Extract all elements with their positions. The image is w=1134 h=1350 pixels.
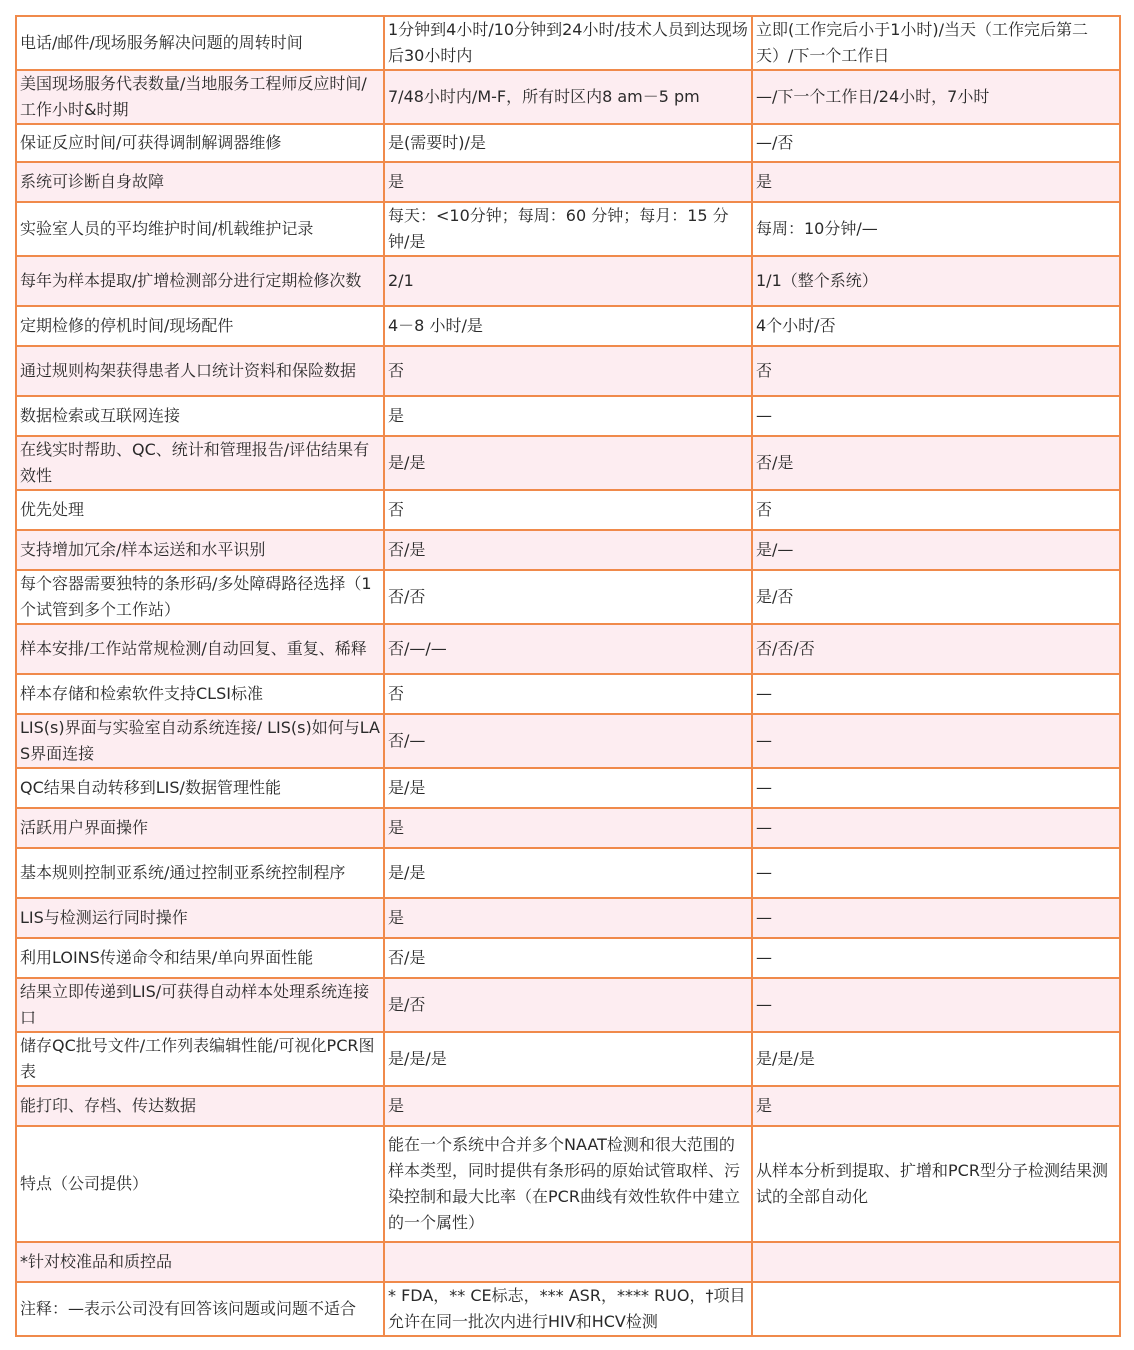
- row-label-cell: LIS与检测运行同时操作: [16, 898, 384, 938]
- table-row: [16, 1086, 1120, 1126]
- row-value-cell-1: 否/是: [384, 530, 752, 570]
- row-value-cell-1: 否/是: [384, 938, 752, 978]
- table-row: [16, 768, 1120, 808]
- row-label-cell: 注释：—表示公司没有回答该问题或问题不适合: [16, 1282, 384, 1336]
- row-label-cell: 样本安排/工作站常规检测/自动回复、重复、稀释: [16, 624, 384, 674]
- table-row: [16, 808, 1120, 848]
- row-value-cell-2: [752, 1242, 1120, 1282]
- row-value-cell-1: 是/是: [384, 768, 752, 808]
- table-row: [16, 1242, 1120, 1282]
- row-value-cell-2: —: [752, 768, 1120, 808]
- row-value-cell-2: —/否: [752, 124, 1120, 162]
- row-label-cell: LIS(s)界面与实验室自动系统连接/ LIS(s)如何与LAS界面连接: [16, 714, 384, 768]
- row-label-cell: 保证反应时间/可获得调制解调器维修: [16, 124, 384, 162]
- table-row: [16, 124, 1120, 162]
- row-label-cell: 利用LOINS传递命令和结果/单向界面性能: [16, 938, 384, 978]
- row-label-cell: 样本存储和检索软件支持CLSI标准: [16, 674, 384, 714]
- table-row: [16, 978, 1120, 1032]
- row-value-cell-2: 否/是: [752, 436, 1120, 490]
- row-value-cell-2: 1/1（整个系统）: [752, 256, 1120, 306]
- row-value-cell-2: —: [752, 898, 1120, 938]
- table-row: [16, 16, 1120, 70]
- row-value-cell-1: * FDA，** CE标志，*** ASR，**** RUO，†项目允许在同一批次内进行HIV和HCV检测: [384, 1282, 752, 1336]
- table-row: [16, 202, 1120, 256]
- row-value-cell-1: 是: [384, 396, 752, 436]
- row-value-cell-2: 是: [752, 162, 1120, 202]
- table-row: [16, 256, 1120, 306]
- row-value-cell-2: 4个小时/否: [752, 306, 1120, 346]
- row-value-cell-2: —/下一个工作日/24小时，7小时: [752, 70, 1120, 124]
- row-value-cell-1: 是: [384, 898, 752, 938]
- row-value-cell-1: 是(需要时)/是: [384, 124, 752, 162]
- row-value-cell-2: —: [752, 848, 1120, 898]
- row-label-cell: 每年为样本提取/扩增检测部分进行定期检修次数: [16, 256, 384, 306]
- table-row: [16, 1126, 1120, 1242]
- row-label-cell: 优先处理: [16, 490, 384, 530]
- row-value-cell-1: 否/—: [384, 714, 752, 768]
- table-row: [16, 848, 1120, 898]
- comparison-table: [15, 15, 1121, 1337]
- row-value-cell-2: —: [752, 714, 1120, 768]
- row-value-cell-2: 否: [752, 346, 1120, 396]
- row-label-cell: 系统可诊断自身故障: [16, 162, 384, 202]
- row-value-cell-1: 是: [384, 1086, 752, 1126]
- row-value-cell-2: 是/否: [752, 570, 1120, 624]
- row-value-cell-1: 是/否: [384, 978, 752, 1032]
- row-label-cell: 特点（公司提供）: [16, 1126, 384, 1242]
- row-value-cell-1: 否/否: [384, 570, 752, 624]
- table-row: [16, 346, 1120, 396]
- row-value-cell-2: —: [752, 938, 1120, 978]
- row-value-cell-2: —: [752, 674, 1120, 714]
- table-row: [16, 306, 1120, 346]
- row-label-cell: 能打印、存档、传达数据: [16, 1086, 384, 1126]
- row-label-cell: 数据检索或互联网连接: [16, 396, 384, 436]
- table-row: [16, 1032, 1120, 1086]
- row-value-cell-2: —: [752, 978, 1120, 1032]
- table-row: [16, 436, 1120, 490]
- table-row: [16, 674, 1120, 714]
- table-row: [16, 1282, 1120, 1336]
- row-label-cell: 电话/邮件/现场服务解决问题的周转时间: [16, 16, 384, 70]
- table-row: [16, 898, 1120, 938]
- row-label-cell: *针对校准品和质控品: [16, 1242, 384, 1282]
- row-value-cell-1: [384, 1242, 752, 1282]
- row-label-cell: 基本规则控制亚系统/通过控制亚系统控制程序: [16, 848, 384, 898]
- row-label-cell: 结果立即传递到LIS/可获得自动样本处理系统连接口: [16, 978, 384, 1032]
- row-label-cell: 活跃用户界面操作: [16, 808, 384, 848]
- row-value-cell-2: —: [752, 808, 1120, 848]
- row-value-cell-1: 是: [384, 162, 752, 202]
- row-label-cell: 在线实时帮助、QC、统计和管理报告/评估结果有效性: [16, 436, 384, 490]
- table-row: [16, 396, 1120, 436]
- row-label-cell: 支持增加冗余/样本运送和水平识别: [16, 530, 384, 570]
- row-label-cell: 通过规则构架获得患者人口统计资料和保险数据: [16, 346, 384, 396]
- row-value-cell-2: 是/—: [752, 530, 1120, 570]
- row-value-cell-1: 是/是: [384, 848, 752, 898]
- table-row: [16, 530, 1120, 570]
- row-value-cell-2: [752, 1282, 1120, 1336]
- row-value-cell-1: 是/是: [384, 436, 752, 490]
- row-value-cell-1: 2/1: [384, 256, 752, 306]
- row-value-cell-1: 是/是/是: [384, 1032, 752, 1086]
- row-value-cell-2: 每周：10分钟/—: [752, 202, 1120, 256]
- table-row: [16, 70, 1120, 124]
- row-value-cell-1: 1分钟到4小时/10分钟到24小时/技术人员到达现场后30小时内: [384, 16, 752, 70]
- row-value-cell-1: 4－8 小时/是: [384, 306, 752, 346]
- row-value-cell-1: 否: [384, 346, 752, 396]
- row-value-cell-2: 从样本分析到提取、扩增和PCR型分子检测结果测试的全部自动化: [752, 1126, 1120, 1242]
- row-value-cell-2: 否: [752, 490, 1120, 530]
- row-value-cell-2: 是: [752, 1086, 1120, 1126]
- row-value-cell-2: 是/是/是: [752, 1032, 1120, 1086]
- row-label-cell: 每个容器需要独特的条形码/多处障碍路径选择（1个试管到多个工作站）: [16, 570, 384, 624]
- row-value-cell-1: 是: [384, 808, 752, 848]
- table-row: [16, 938, 1120, 978]
- table-body: [16, 16, 1120, 1336]
- table-row: [16, 714, 1120, 768]
- table-row: [16, 162, 1120, 202]
- row-value-cell-1: 否: [384, 674, 752, 714]
- row-value-cell-2: —: [752, 396, 1120, 436]
- row-label-cell: 储存QC批号文件/工作列表编辑性能/可视化PCR图表: [16, 1032, 384, 1086]
- row-value-cell-1: 每天：<10分钟；每周：60 分钟；每月：15 分钟/是: [384, 202, 752, 256]
- comparison-table-container: [15, 15, 1119, 1337]
- row-value-cell-1: 7/48小时内/M-F，所有时区内8 am－5 pm: [384, 70, 752, 124]
- table-row: [16, 490, 1120, 530]
- table-row: [16, 624, 1120, 674]
- row-label-cell: QC结果自动转移到LIS/数据管理性能: [16, 768, 384, 808]
- row-label-cell: 实验室人员的平均维护时间/机载维护记录: [16, 202, 384, 256]
- row-label-cell: 定期检修的停机时间/现场配件: [16, 306, 384, 346]
- row-value-cell-2: 立即(工作完后小于1小时)/当天（工作完后第二天）/下一个工作日: [752, 16, 1120, 70]
- row-value-cell-2: 否/否/否: [752, 624, 1120, 674]
- row-value-cell-1: 否/—/—: [384, 624, 752, 674]
- row-value-cell-1: 否: [384, 490, 752, 530]
- table-row: [16, 570, 1120, 624]
- row-label-cell: 美国现场服务代表数量/当地服务工程师反应时间/工作小时&时期: [16, 70, 384, 124]
- row-value-cell-1: 能在一个系统中合并多个NAAT检测和很大范围的样本类型，同时提供有条形码的原始试管取样、污染控制和最大比率（在PCR曲线有效性软件中建立的一个属性）: [384, 1126, 752, 1242]
